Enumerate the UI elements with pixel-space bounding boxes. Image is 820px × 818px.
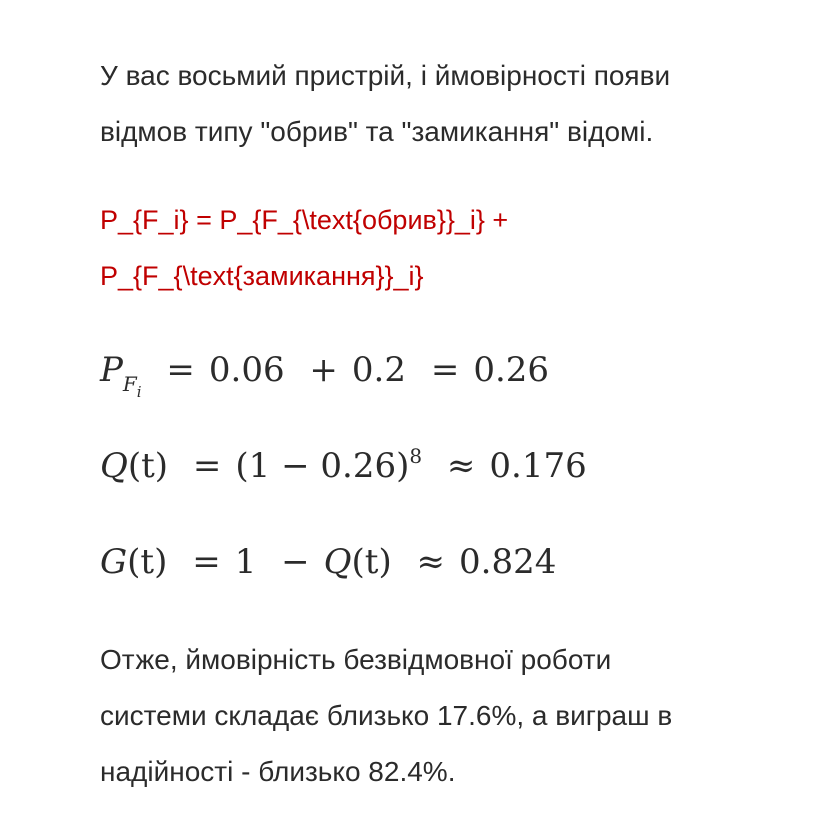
- eq3-one: 1: [234, 542, 257, 582]
- eq3-q-arg: (t): [351, 542, 392, 582]
- latex-render-error: [100, 192, 790, 304]
- eq3-lhs: G: [100, 542, 128, 582]
- eq1-term-a: 0.06: [208, 350, 285, 390]
- eq2-exponent: 8: [409, 444, 423, 468]
- latex-error-line-2: P_{F_{\text{замикання}}_i}: [100, 261, 424, 291]
- eq2-equals: =: [192, 446, 222, 486]
- eq2-approx: ≈: [446, 446, 476, 486]
- eq1-term-b: 0.2: [351, 350, 406, 390]
- eq2-lhs: Q: [100, 446, 128, 486]
- equation-probability-failure: [100, 342, 790, 401]
- equation-q-of-t: [100, 438, 790, 494]
- conclusion-paragraph: Отже, ймовірність безвідмовної роботи системи складає близько 17.6%, а виграш в надійності - близько 82.4%.: [100, 644, 673, 787]
- eq3-result: 0.824: [459, 542, 557, 582]
- eq1-lhs-subscript: F: [122, 372, 137, 396]
- latex-error-line-1: P_{F_i} = P_{F_{\text{обрив}}_i} +: [100, 205, 509, 235]
- eq3-equals: =: [192, 542, 221, 582]
- eq2-result: 0.176: [489, 446, 587, 486]
- eq3-minus: −: [281, 542, 310, 582]
- eq2-arg: (t): [127, 446, 169, 486]
- intro-paragraph: У вас восьмий пристрій, і ймовірності появи відмов типу "обрив" та "замикання" відомі.: [100, 60, 671, 147]
- eq1-lhs: P: [100, 350, 123, 390]
- message-content: [100, 48, 790, 800]
- equation-g-of-t: [100, 534, 790, 590]
- eq1-lhs-subsubscript: i: [136, 383, 142, 401]
- eq1-result: 0.26: [473, 350, 550, 390]
- eq1-equals: =: [166, 350, 195, 390]
- eq3-approx: ≈: [416, 542, 446, 582]
- eq1-equals-2: =: [430, 350, 460, 390]
- eq3-arg: (t): [127, 542, 168, 582]
- eq2-base: (1 − 0.26): [235, 446, 410, 486]
- eq3-q: Q: [323, 542, 352, 582]
- eq1-plus: +: [309, 350, 338, 390]
